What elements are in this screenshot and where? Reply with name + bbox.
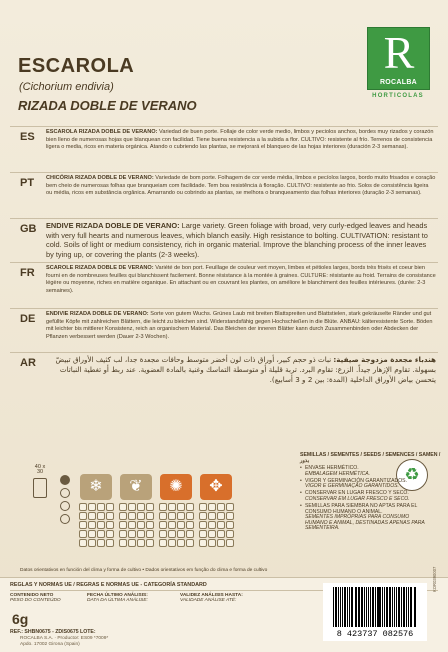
product-latin-name: (Cichorium endivia) <box>19 81 114 93</box>
calendar-cell <box>159 512 167 520</box>
calendar-cell <box>208 530 216 538</box>
calendar-cell <box>217 530 225 538</box>
analysis-validity: VALIDEZ ANÁLISIS HASTA: VALIDADE ANÁLISE ATÉ: <box>180 593 243 604</box>
eu-rules: REGLAS Y NORMAS UE / REGRAS E NORMAS UE - CATEGORÍA STANDARD <box>10 582 207 588</box>
calendar-grid-autumn <box>199 503 234 548</box>
calendar-cell <box>79 530 87 538</box>
barcode-bar <box>349 587 350 627</box>
calendar-cell <box>217 503 225 511</box>
lang-heading: ENDIVE RIZADA DOBLE DE VERANO: <box>46 221 180 230</box>
maple-leaf-icon: ✥ <box>200 474 232 500</box>
calendar-cell <box>137 521 145 529</box>
barcode-bar <box>362 587 363 627</box>
lang-heading: SCAROLE RIZADA DOBLE DE VERANO: <box>46 265 154 271</box>
seeds-title: SEMILLAS / SEMENTES / SEEDS / SEMENCES / SAMEN / بذور <box>300 452 441 464</box>
product-title: ESCAROLA <box>18 55 135 77</box>
lang-description <box>46 265 436 295</box>
calendar-cell <box>128 530 136 538</box>
calendar-cell <box>88 521 96 529</box>
calendar-legend <box>60 475 72 527</box>
barcode-bar <box>379 587 380 627</box>
lang-code: PT <box>20 177 35 189</box>
barcode-bar <box>352 587 353 627</box>
lang-block-de <box>10 308 438 352</box>
calendar-cell <box>226 521 234 529</box>
calendar-cell <box>119 530 127 538</box>
brand-letter: R <box>383 27 415 78</box>
calendar-cell <box>146 530 154 538</box>
calendar-cell <box>128 521 136 529</box>
seed-info-item: • CONSERVAR EN LUGAR FRESCO Y SECO. CONSERVAR EM LUGAR FRESCO E SECO. <box>300 491 430 502</box>
calendar-cell <box>119 521 127 529</box>
calendar-cell <box>226 512 234 520</box>
transplant-legend-icon <box>60 488 70 498</box>
calendar-row <box>119 530 154 538</box>
calendar-grid-winter <box>79 503 114 548</box>
calendar-cell <box>226 530 234 538</box>
calendar-cell <box>159 539 167 547</box>
calendar-grid-summer <box>159 503 194 548</box>
calendar-cell <box>226 539 234 547</box>
calendar-cell <box>119 503 127 511</box>
lang-block-gb <box>10 218 438 262</box>
calendar-cell <box>186 539 194 547</box>
calendar-cell <box>177 539 185 547</box>
calendar-cell <box>106 539 114 547</box>
leaf-icon: ❦ <box>120 474 152 500</box>
calendar-row <box>119 521 154 529</box>
calendar-row <box>79 539 114 547</box>
calendar-cell <box>226 503 234 511</box>
lang-block-ar <box>10 352 438 404</box>
calendar-cell <box>168 539 176 547</box>
lang-heading: CHICÓRIA RIZADA DOBLE DE VERANO: <box>46 175 154 181</box>
harvest-legend-icon <box>60 501 70 511</box>
seed-info-item: • SEMILLAS PARA SIEMBRA NO APTAS PARA EL CONSUMO HUMANO O ANIMAL. SEMENTES IMPRÓPRIAS PARA CONSUMO HUMANO E ANIMAL, DESTINADAS APENAS PARA SEMENTEIRA. <box>300 504 430 532</box>
brand-subtitle: HORTICOLAS <box>372 93 424 99</box>
calendar-row <box>159 512 194 520</box>
calendar-row <box>159 530 194 538</box>
lang-body: نبات ذو حجم كبير، أوراق ذات لون أخضر متوسط وحافات مجعدة جدا، لب كثيف الأوراق تبيضّ بسهولة. تقاوم الإزهار جيداً. الزرع: تقاوم البرد. تربة قليلة أو متوسطة التماسك وغنية بالمادة العضوية. عند ربط أو تغطية النباتات يتحسن بياض الأوراق الداخلية (المدة: بين 2 و 3 أسابيع). <box>55 355 436 384</box>
calendar-row <box>199 521 234 529</box>
lang-block-fr <box>10 262 438 308</box>
brand-name: ROCALBA <box>379 79 418 86</box>
calendar-cell <box>177 521 185 529</box>
calendar-row <box>119 539 154 547</box>
barcode-bar <box>340 587 341 627</box>
calendar-cell <box>97 503 105 511</box>
barcode-bar <box>415 587 416 627</box>
lang-code: ES <box>20 131 35 143</box>
calendar-cell <box>186 503 194 511</box>
snowflake-icon: ❄ <box>80 474 112 500</box>
calendar-cell <box>137 539 145 547</box>
lang-block-es <box>10 126 438 172</box>
calendar-cell <box>186 512 194 520</box>
lang-description <box>46 221 436 259</box>
barcode-bar <box>387 587 388 627</box>
calendar-cell <box>146 512 154 520</box>
product-variety: RIZADA DOBLE DE VERANO <box>18 98 197 113</box>
calendar-cell <box>177 503 185 511</box>
calendar-cell <box>168 521 176 529</box>
lang-heading: هندباء مجعدة مزدوجة صيفية: <box>333 355 436 364</box>
lang-description <box>46 355 436 385</box>
calendar-cell <box>208 521 216 529</box>
analysis-date: FECHA ÚLTIMO ANÁLISIS: DATA DA ÚLTIMA ANÁLISE: <box>87 593 148 604</box>
calendar-cell <box>119 539 127 547</box>
calendar-cell <box>159 530 167 538</box>
calendar-cell <box>217 539 225 547</box>
calendar-row <box>79 512 114 520</box>
calendar-cell <box>106 503 114 511</box>
calendar-cell <box>88 503 96 511</box>
lang-code: AR <box>20 357 36 369</box>
calendar-cell <box>146 503 154 511</box>
lang-body: Variété de bon port. Feuillage de couleur vert moyen, limbes et pétioles larges, bords très frisés et coeur bien fourni en de nombreuses feuilles qui blanchissent facilement. Bonne résistance à la montée à graines. CULTURE: résistante au froid. Terrains de consistance légère ou moyenne, riches en matière organique. En attachant ou en couvrant les plantes, on améliore le blanchiment des feuilles intérieures. (durée: 2-3 semaines). <box>46 265 436 294</box>
calendar-cell <box>208 512 216 520</box>
calendar-cell <box>137 530 145 538</box>
calendar-cell <box>106 530 114 538</box>
lang-description <box>46 311 436 341</box>
calendar-grid-spring <box>119 503 154 548</box>
area-legend-icon <box>60 514 70 524</box>
calendar-cell <box>137 503 145 511</box>
calendar-row <box>199 503 234 511</box>
lang-description <box>46 175 436 198</box>
calendar-cell <box>119 512 127 520</box>
seed-info-item: • ENVASE HERMÉTICO. EMBALAGEM HERMÉTICA. <box>300 466 430 477</box>
calendar-cell <box>88 530 96 538</box>
calendar-cell <box>199 503 207 511</box>
lang-heading: ENDIVIE RIZADA DOBLE DE VERANO: <box>46 311 149 317</box>
calendar-row <box>79 503 114 511</box>
lang-code: DE <box>20 313 36 325</box>
lang-description <box>46 129 436 152</box>
calendar-cell <box>168 503 176 511</box>
calendar-cell <box>199 521 207 529</box>
calendar-cell <box>88 512 96 520</box>
calendar-cell <box>128 503 136 511</box>
calendar-row <box>199 539 234 547</box>
barcode-number: 8 423737 082576 <box>336 629 414 639</box>
barcode-bar <box>411 587 412 627</box>
barcode-bar <box>338 587 339 627</box>
calendar-row <box>119 512 154 520</box>
calendar-cell <box>146 521 154 529</box>
plant-spacing-label: 40 x 30 <box>34 464 46 475</box>
calendar-cell <box>168 512 176 520</box>
calendar-cell <box>97 521 105 529</box>
calendar-cell <box>217 512 225 520</box>
brand-logo <box>367 27 430 90</box>
product-reference: REF.: SHBN0675 - ZDIS0675 LOTE: <box>10 629 96 635</box>
calendar-cell <box>177 512 185 520</box>
calendar-cell <box>199 512 207 520</box>
lang-code: FR <box>20 267 35 279</box>
calendar-row <box>119 503 154 511</box>
calendar-cell <box>97 512 105 520</box>
calendar-cell <box>199 530 207 538</box>
lang-code: GB <box>20 223 37 235</box>
calendar-cell <box>79 521 87 529</box>
lang-body: Variedade de bom porte. Folhagem de cor verde média, limbos e pecíolos largos, bordo muito frisados e coração bem cheio de numerosas folhas que branqueiam com facilidade. Tem boa resistência à floração. CULTIVO: resistente ao frio. Solos de consistência ligeira ou média, ricos em substância orgânica. Amarrando ou cobrindo as plantas, se melhora o branqueamento das folhas interiores (duração 2-3 semanas). <box>46 175 436 197</box>
barcode-bars <box>333 587 417 627</box>
barcode-bar <box>373 587 374 627</box>
lang-body: Variedad de buen porte. Follaje de color verde medio, limbos y peciolos anchos, bordes muy rizados y corazón bien lleno de numerosas hojas que blanquean con facilidad. Tiene buena resistencia a la subida a flor. CULTIVO: resistente al frío. Terrenos de consistencia ligera o media, ricos en materia orgánica. Atando o cubriendo las plantas, se mejorará el blanqueo de las hojas interiores (duración 2-3 semanas). <box>46 129 434 151</box>
calendar-cell <box>146 539 154 547</box>
calendar-row <box>79 530 114 538</box>
calendar-cell <box>97 539 105 547</box>
lang-heading: ESCAROLA RIZADA DOBLE DE VERANO: <box>46 129 158 135</box>
calendar-cell <box>208 503 216 511</box>
calendar-cell <box>217 521 225 529</box>
calendar-cell <box>79 512 87 520</box>
calendar-row <box>159 503 194 511</box>
orientative-note: Datos orientativos en función del clima y forma de cultivo • Dados orientativos em função do clima e forma de cultivo <box>20 568 268 573</box>
net-content: CONTENIDO NETO PESO DO CONTEÚDO <box>10 593 61 604</box>
calendar-cell <box>128 539 136 547</box>
calendar-cell <box>97 530 105 538</box>
calendar-cell <box>159 521 167 529</box>
calendar-row <box>79 521 114 529</box>
calendar-cell <box>186 530 194 538</box>
lang-body: Large variety. Green foliage with broad, very curly-edged leaves and heads with very full hearts and numerous leaves, which blanch easily. High resistance to bolting. CULTIVATION: resistant to cold. Soils of light or medium consistency, rich in organic material. Improve the blanching process of the inner leaves by tying up, or covering the plants (2-3 weeks). <box>46 221 428 259</box>
seed-info-list <box>300 466 430 534</box>
packet-code: KOR0390007 <box>432 566 437 592</box>
barcode-bar <box>404 587 405 627</box>
lang-body: Sorte von gutem Wuchs. Grünes Laub mit breiten Blattspreiten und Blattstielen, stark gekräuselte Ränder und gut gefüllte Köpfe mit zahlreichen Blättern, die leicht zu bleichen sind. Widerstandsfähig gegen Hochschießen in die Blüte. ANBAU: kälteresistente Sorte. Böden mit leichter bis mittlerer Konsistenz, reich an organischem Material. Das Bleichen der inneren Blätter kann durch Zusammenbinden oder Abdecken der Pflanzen verbessert werden (Dauer 2-3 Wochen). <box>46 311 433 340</box>
calendar-cell <box>79 539 87 547</box>
producer-city: Apdo. 17002 Girona (Spain) <box>20 642 80 647</box>
sun-icon: ✺ <box>160 474 192 500</box>
calendar-cell <box>79 503 87 511</box>
lang-block-pt <box>10 172 438 218</box>
calendar-cell <box>186 521 194 529</box>
calendar-cell <box>128 512 136 520</box>
plant-spacing-icon <box>33 478 47 498</box>
calendar-cell <box>106 512 114 520</box>
calendar-cell <box>199 539 207 547</box>
barcode <box>323 583 427 641</box>
net-weight: 6g <box>12 611 29 627</box>
calendar-cell <box>137 512 145 520</box>
barcode-bar <box>394 587 395 627</box>
producer-address: ROCALBA S.A. · Productor: ES09 *7009* <box>20 636 109 641</box>
calendar-row <box>159 521 194 529</box>
eu-organic-leaf-icon: ♻ <box>396 459 428 491</box>
calendar-row <box>199 512 234 520</box>
calendar-cell <box>159 503 167 511</box>
sowing-legend-icon <box>60 475 70 485</box>
calendar-row <box>199 530 234 538</box>
barcode-bar <box>368 587 369 627</box>
calendar-cell <box>208 539 216 547</box>
calendar-cell <box>88 539 96 547</box>
calendar-cell <box>106 521 114 529</box>
calendar-row <box>159 539 194 547</box>
calendar-cell <box>177 530 185 538</box>
calendar-cell <box>168 530 176 538</box>
seed-info-item: • VIGOR Y GERMINACIÓN GARANTIZADOS. VIGOR E GERMINAÇÃO GARANTIDOS. <box>300 479 430 490</box>
